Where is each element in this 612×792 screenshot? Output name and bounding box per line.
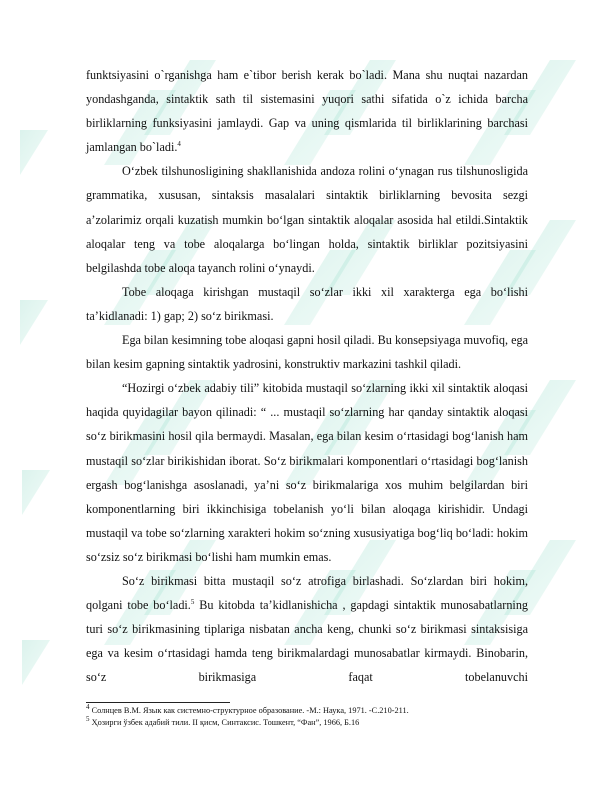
footnote-5: $^5$ Ҳозирги ўзбек адабий тили. II қисм, Синтаксис. Тошкент, “Фан”, 1966, Б.16 [86, 715, 360, 727]
footnote-separator [86, 702, 230, 703]
footnote-ref-5[interactable]: 5 [190, 598, 195, 606]
footnote-4: $^4$ Солнцев В.М. Язык как системно-структурное образование. -М.: Наука, 1971. -С.210-211. [86, 703, 409, 715]
paragraph-6: So‘z birikmasi bitta mustaqil so‘z atrofiga birlashadi. So‘zlardan biri hokim, qolgani tobe bo‘ladi.$^5$ Bu kitobda ta’kidlanishicha , gapdagi sintaktik munosabatlarning turi so‘z birikmasining tiplariga nisbatan ancha keng, chunki so‘z birikmasi sintaksisiga ega va kesim o‘rtasidagi hamda teng birikmalardagi munosabatlar kirmaydi. Binobarin, so‘z birikmasiga faqat tobelanuvchi [86, 573, 529, 685]
paragraph-3: Tobe aloqaga kirishgan mustaqil so‘zlar ikki xil xarakterga ega bo‘lishi ta’kidlanadi: 1) gap; 2) so‘z birikmasi. [86, 284, 528, 323]
paragraph-1: funktsiyasini o`rganishga ham e`tibor berish kerak bo`ladi. Mana shu nuqtai nazardan yondashganda, sintaktik sath til sistemasini yuqori sathi sifatida o`z ichida barcha birliklarning funksiyasini jamlaydi. Gap va uning qismlarida til birliklarining barchasi jamlangan bo`ladi.$^4$ [86, 68, 528, 155]
footnote-ref-4[interactable]: 4 [177, 140, 181, 149]
paragraph-2: O‘zbek tilshunosligining shakllanishida andoza rolini o‘ynagan rus tilshunosligida grammatika, xususan, sintaksis masalalari sintaktik birliklarning bevosita sezgi a’zolarimiz orqali kuzatish mumkin bo‘lgan sintaktik aloqalar asosida hal etildi.Sintaktik aloqalar teng va tobe aloqalarga bo‘lingan holda, sintaktik birliklar pozitsiyasini belgilashda tobe aloqa tayanch rolini o‘ynaydi. [86, 164, 528, 275]
paragraph-5: “Hozirgi o‘zbek adabiy tili” kitobida mustaqil so‘zlarning ikki xil sintaktik aloqasi haqida quyidagilar bayon qilinadi: “ ... mustaqil so‘zlarning har qanday sintaktik aloqasi so‘z birikmasini hosil qila bermaydi. Masalan, ega bilan kesim o‘rtasidagi bog‘lanish ham mustaqil so‘zlar birikishidan iborat. So‘z birikmalari komponentlari o‘rtasidagi bog‘lanish ergash bog‘lanishga asoslanadi, ya’ni so‘z birikmalariga xos muhim belgilardan biri komponentlarning biri ikkinchisiga tobelanish yo‘li bilan aloqaga kirishidir. Undagi mustaqil va tobe so‘zlarning xarakteri hokim so‘zning xususiyatiga bog‘liq bo‘ladi: hokim so‘zsiz so‘z birikmasi bo‘lishi ham mumkin emas. [86, 381, 528, 564]
body-text [86, 63, 528, 689]
footnotes [86, 705, 528, 729]
paragraph-4: Ega bilan kesimning tobe aloqasi gapni hosil qiladi. Bu konsepsiyaga muvofiq, ega bilan kesim gapning sintaktik yadrosini, konstruktiv markazini tashkil qiladi. [86, 333, 528, 372]
